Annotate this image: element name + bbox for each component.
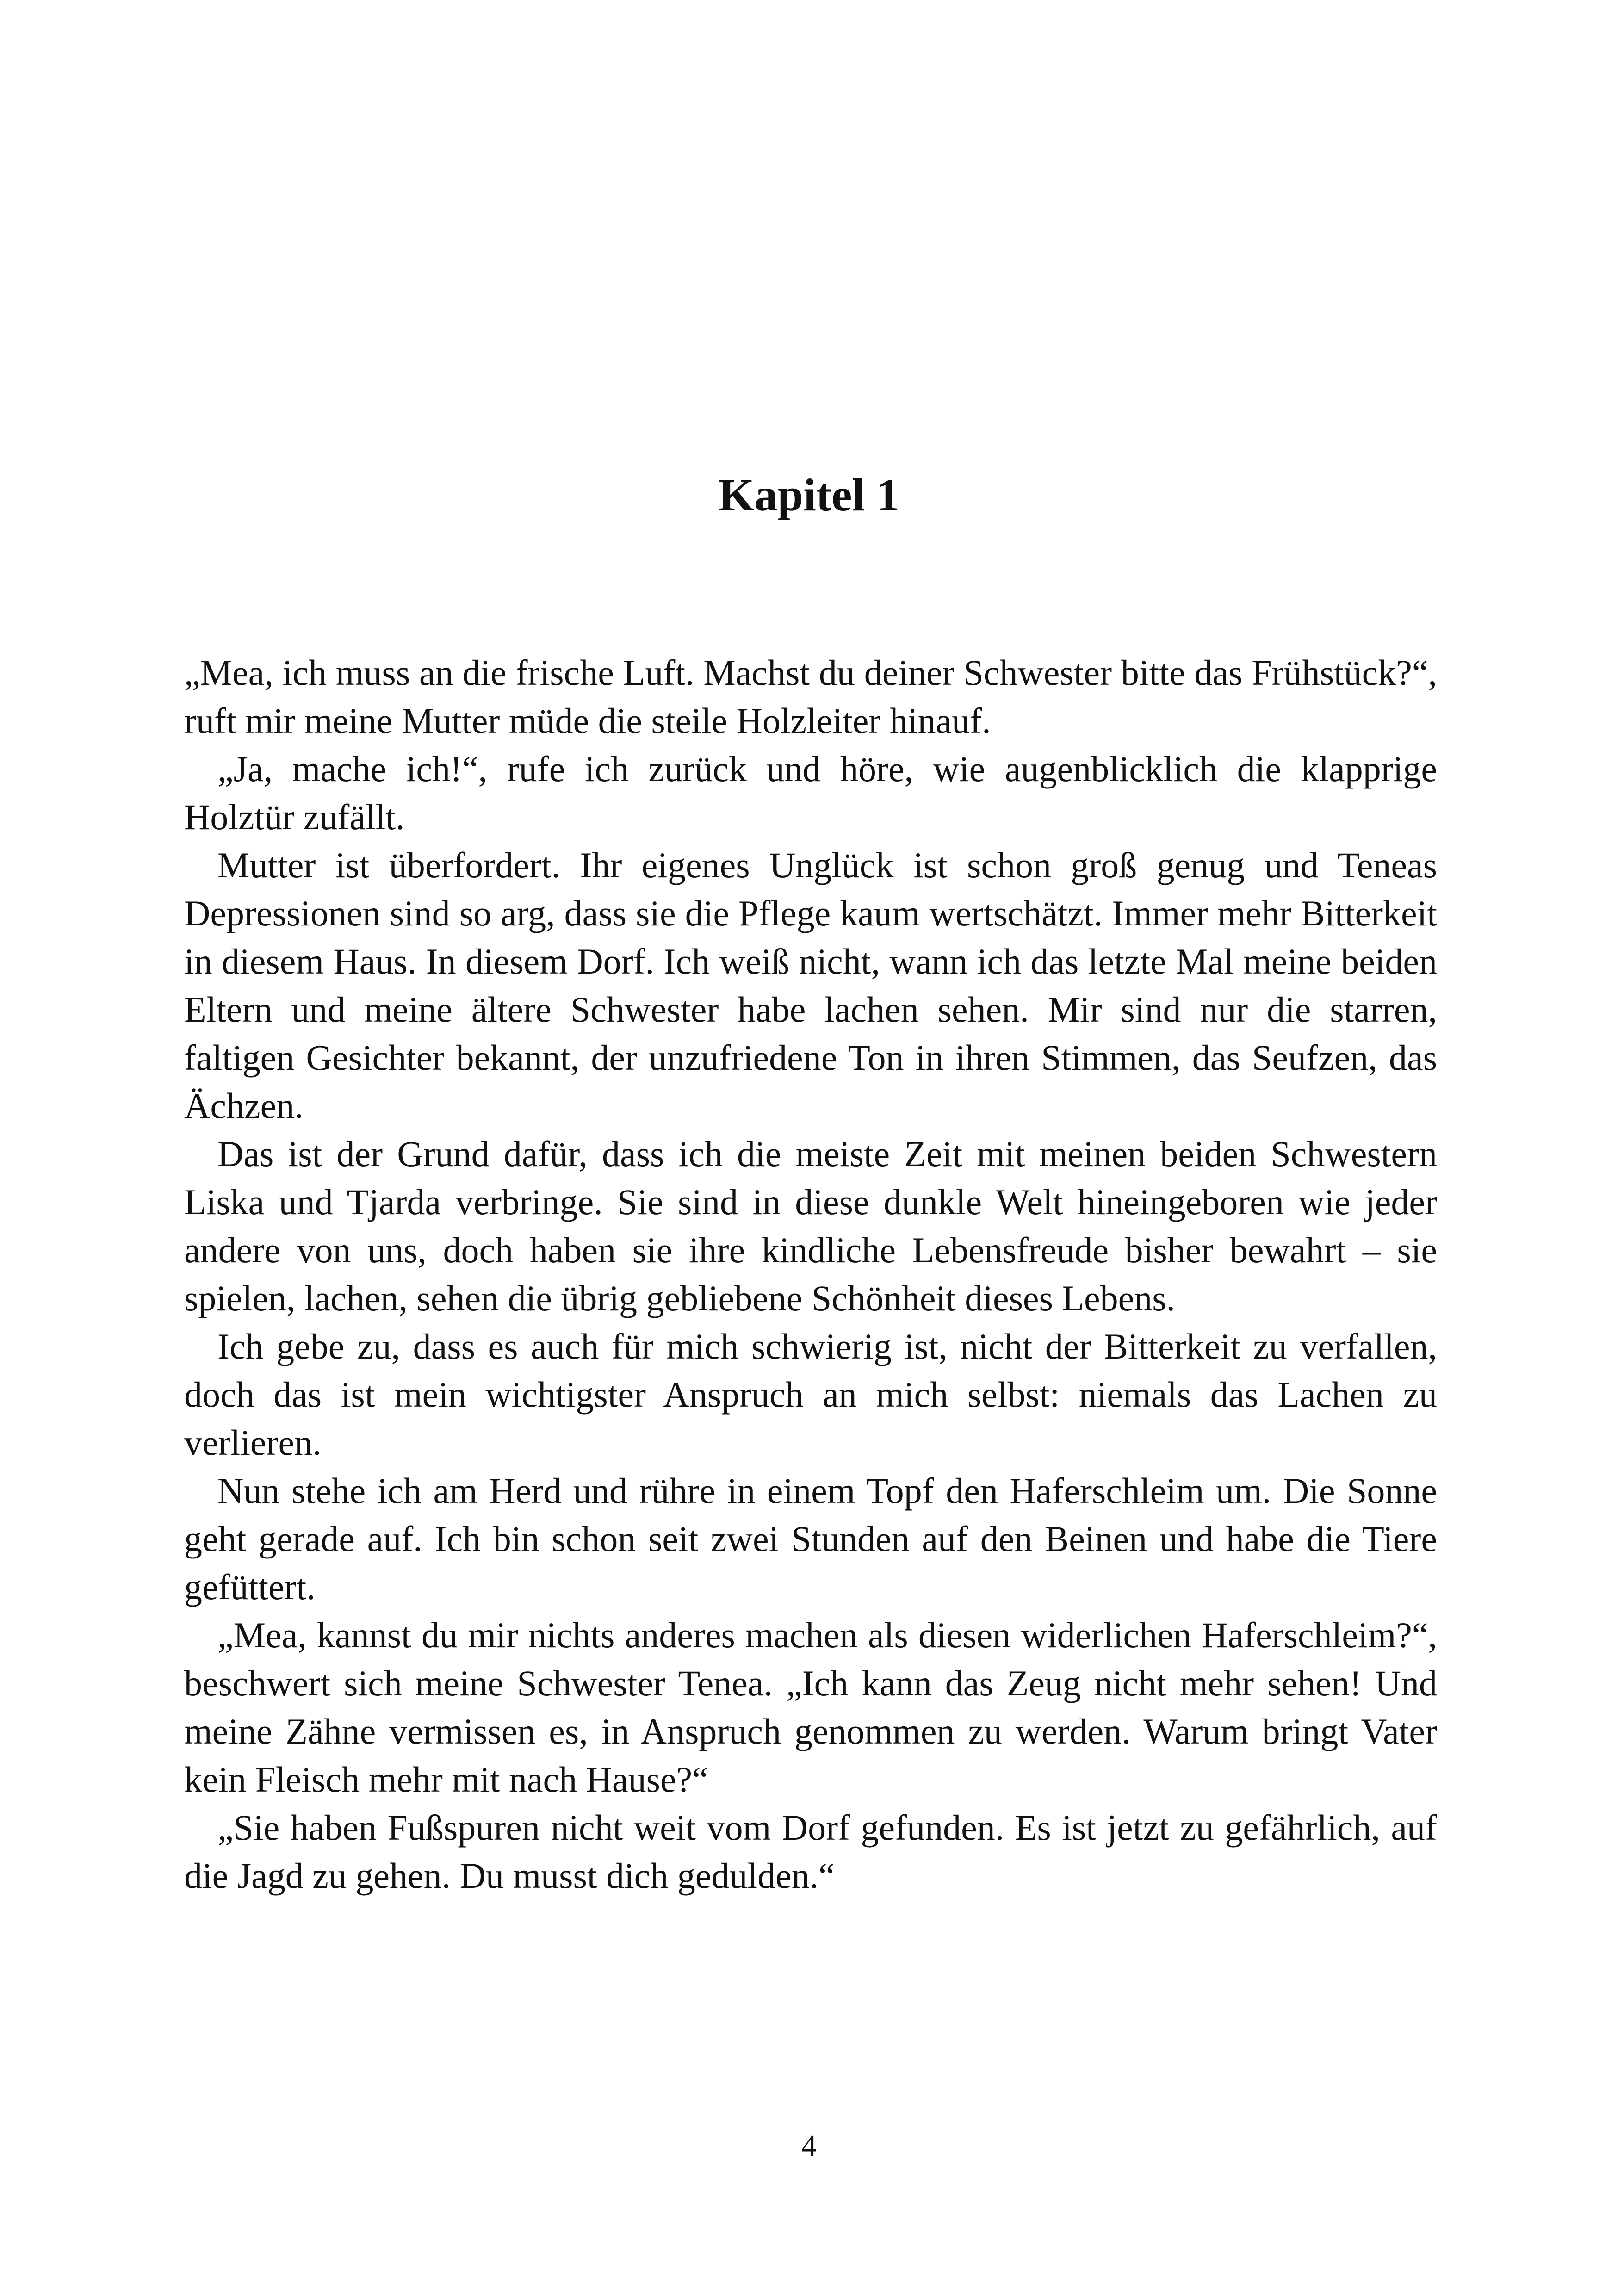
paragraph: Nun stehe ich am Herd und rühre in einem Topf den Haferschleim um. Die Sonne geht gerade auf. Ich bin schon seit zwei Stunden auf den Beinen und habe die Tiere gefüttert. bbox=[184, 1471, 1437, 1607]
paragraph: „Ja, mache ich!“, rufe ich zurück und höre, wie augenblicklich die klapprige Holztür zufällt. bbox=[184, 749, 1437, 837]
paragraph: „Mea, kannst du mir nichts anderes machen als diesen widerlichen Haferschleim?“, beschwert sich meine Schwester Tenea. „Ich kann das Zeug nicht mehr sehen! Und meine Zähne vermissen es, in Anspruch genommen zu werden. Warum bringt Vater kein Fleisch mehr mit nach Hause?“ bbox=[184, 1615, 1437, 1800]
chapter-title: Kapitel 1 bbox=[718, 469, 900, 521]
body-text bbox=[184, 649, 1437, 1900]
paragraph: Ich gebe zu, dass es auch für mich schwierig ist, nicht der Bitterkeit zu verfallen, doch das ist mein wichtigster Anspruch an mich selbst: niemals das Lachen zu verlieren. bbox=[184, 1326, 1437, 1463]
paragraph: Mutter ist überfordert. Ihr eigenes Unglück ist schon groß genug und Teneas Depressionen sind so arg, dass sie die Pflege kaum wertschätzt. Immer mehr Bitterkeit in diesem Haus. In diesem Dorf. Ich weiß nicht, wann ich das letzte Mal meine beiden Eltern und meine ältere Schwester habe lachen sehen. Mir sind nur die starren, faltigen Gesichter bekannt, der unzufriedene Ton in ihren Stimmen, das Seufzen, das Ächzen. bbox=[184, 845, 1437, 1126]
page-number: 4 bbox=[801, 2129, 817, 2163]
paragraph: „Mea, ich muss an die frische Luft. Machst du deiner Schwester bitte das Frühstück?“, ruft mir meine Mutter müde die steile Holzleiter hinauf. bbox=[184, 652, 1437, 741]
paragraph: „Sie haben Fußspuren nicht weit vom Dorf gefunden. Es ist jetzt zu gefährlich, auf die Jagd zu gehen. Du musst dich gedulden.“ bbox=[184, 1807, 1437, 1896]
paragraph: Das ist der Grund dafür, dass ich die meiste Zeit mit meinen beiden Schwestern Liska und Tjarda verbringe. Sie sind in diese dunkle Welt hineingeboren wie jeder andere von uns, doch haben sie ihre kindliche Lebensfreude bisher bewahrt – sie spielen, lachen, sehen die übrig gebliebene Schönheit dieses Lebens. bbox=[184, 1134, 1437, 1318]
